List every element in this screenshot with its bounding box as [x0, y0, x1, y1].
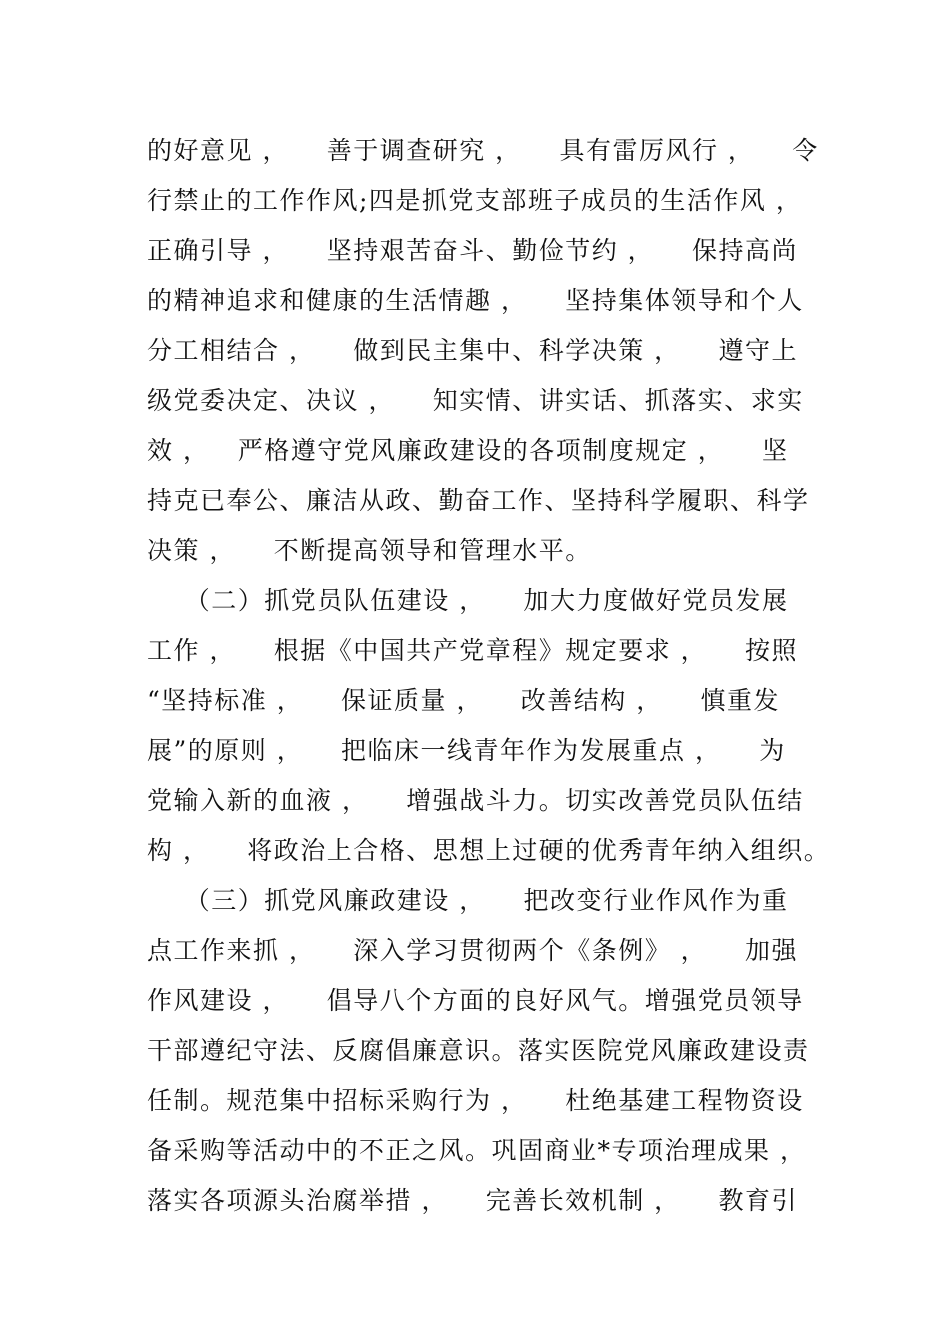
text-line: 的好意见 ， 善于调查研究 ， 具有雷厉风行 ， 令: [147, 136, 819, 165]
text-line: 决策 ， 不断提高领导和管理水平。: [147, 536, 592, 565]
text-line: 的精神追求和健康的生活情趣 ， 坚持集体领导和个人: [147, 286, 804, 315]
text-line: 干部遵纪守法、反腐倡廉意识。落实医院党风廉政建设责: [147, 1036, 810, 1065]
text-line: 党输入新的血液 ， 增强战斗力。切实改善党员队伍结: [147, 786, 804, 815]
text-line: 构 ， 将政治上合格、思想上过硬的优秀青年纳入组织。: [147, 836, 831, 865]
text-line: 行禁止的工作作风;四是抓党支部班子成员的生活作风 ，: [147, 186, 803, 215]
text-line: 工作 ， 根据《中国共产党章程》规定要求 ， 按照: [147, 636, 798, 665]
text-line: 分工相结合 ， 做到民主集中、科学决策 ， 遵守上: [147, 336, 798, 365]
text-line: 作风建设 ， 倡导八个方面的良好风气。增强党员领导: [147, 986, 804, 1015]
text-line: 落实各项源头治腐举措 ， 完善长效机制 ， 教育引: [147, 1186, 798, 1215]
text-line: 点工作来抓 ， 深入学习贯彻两个《条例》 ， 加强: [147, 936, 798, 965]
paragraph-start-line: （二）抓党员队伍建设 ， 加大力度做好党员发展: [147, 586, 789, 615]
text-line: 展”的原则 ， 把临床一线青年作为发展重点 ， 为: [147, 736, 786, 765]
text-line: 效 ， 严格遵守党风廉政建设的各项制度规定 ， 坚: [147, 436, 789, 465]
text-line: 备采购等活动中的不正之风。巩固商业*专项治理成果 ，: [147, 1136, 807, 1165]
text-line: “坚持标准 ， 保证质量 ， 改善结构 ， 慎重发: [147, 686, 780, 715]
text-line: 正确引导 ， 坚持艰苦奋斗、勤俭节约 ， 保持高尚: [147, 236, 798, 265]
text-line: 持克已奉公、廉洁从政、勤奋工作、坚持科学履职、科学: [147, 486, 810, 515]
text-line: 级党委决定、决议 ， 知实情、讲实话、抓落实、求实: [147, 386, 804, 415]
paragraph-start-line: （三）抓党风廉政建设 ， 把改变行业作风作为重: [147, 886, 789, 915]
text-line: 任制。规范集中招标采购行为 ， 杜绝基建工程物资设: [147, 1086, 804, 1115]
